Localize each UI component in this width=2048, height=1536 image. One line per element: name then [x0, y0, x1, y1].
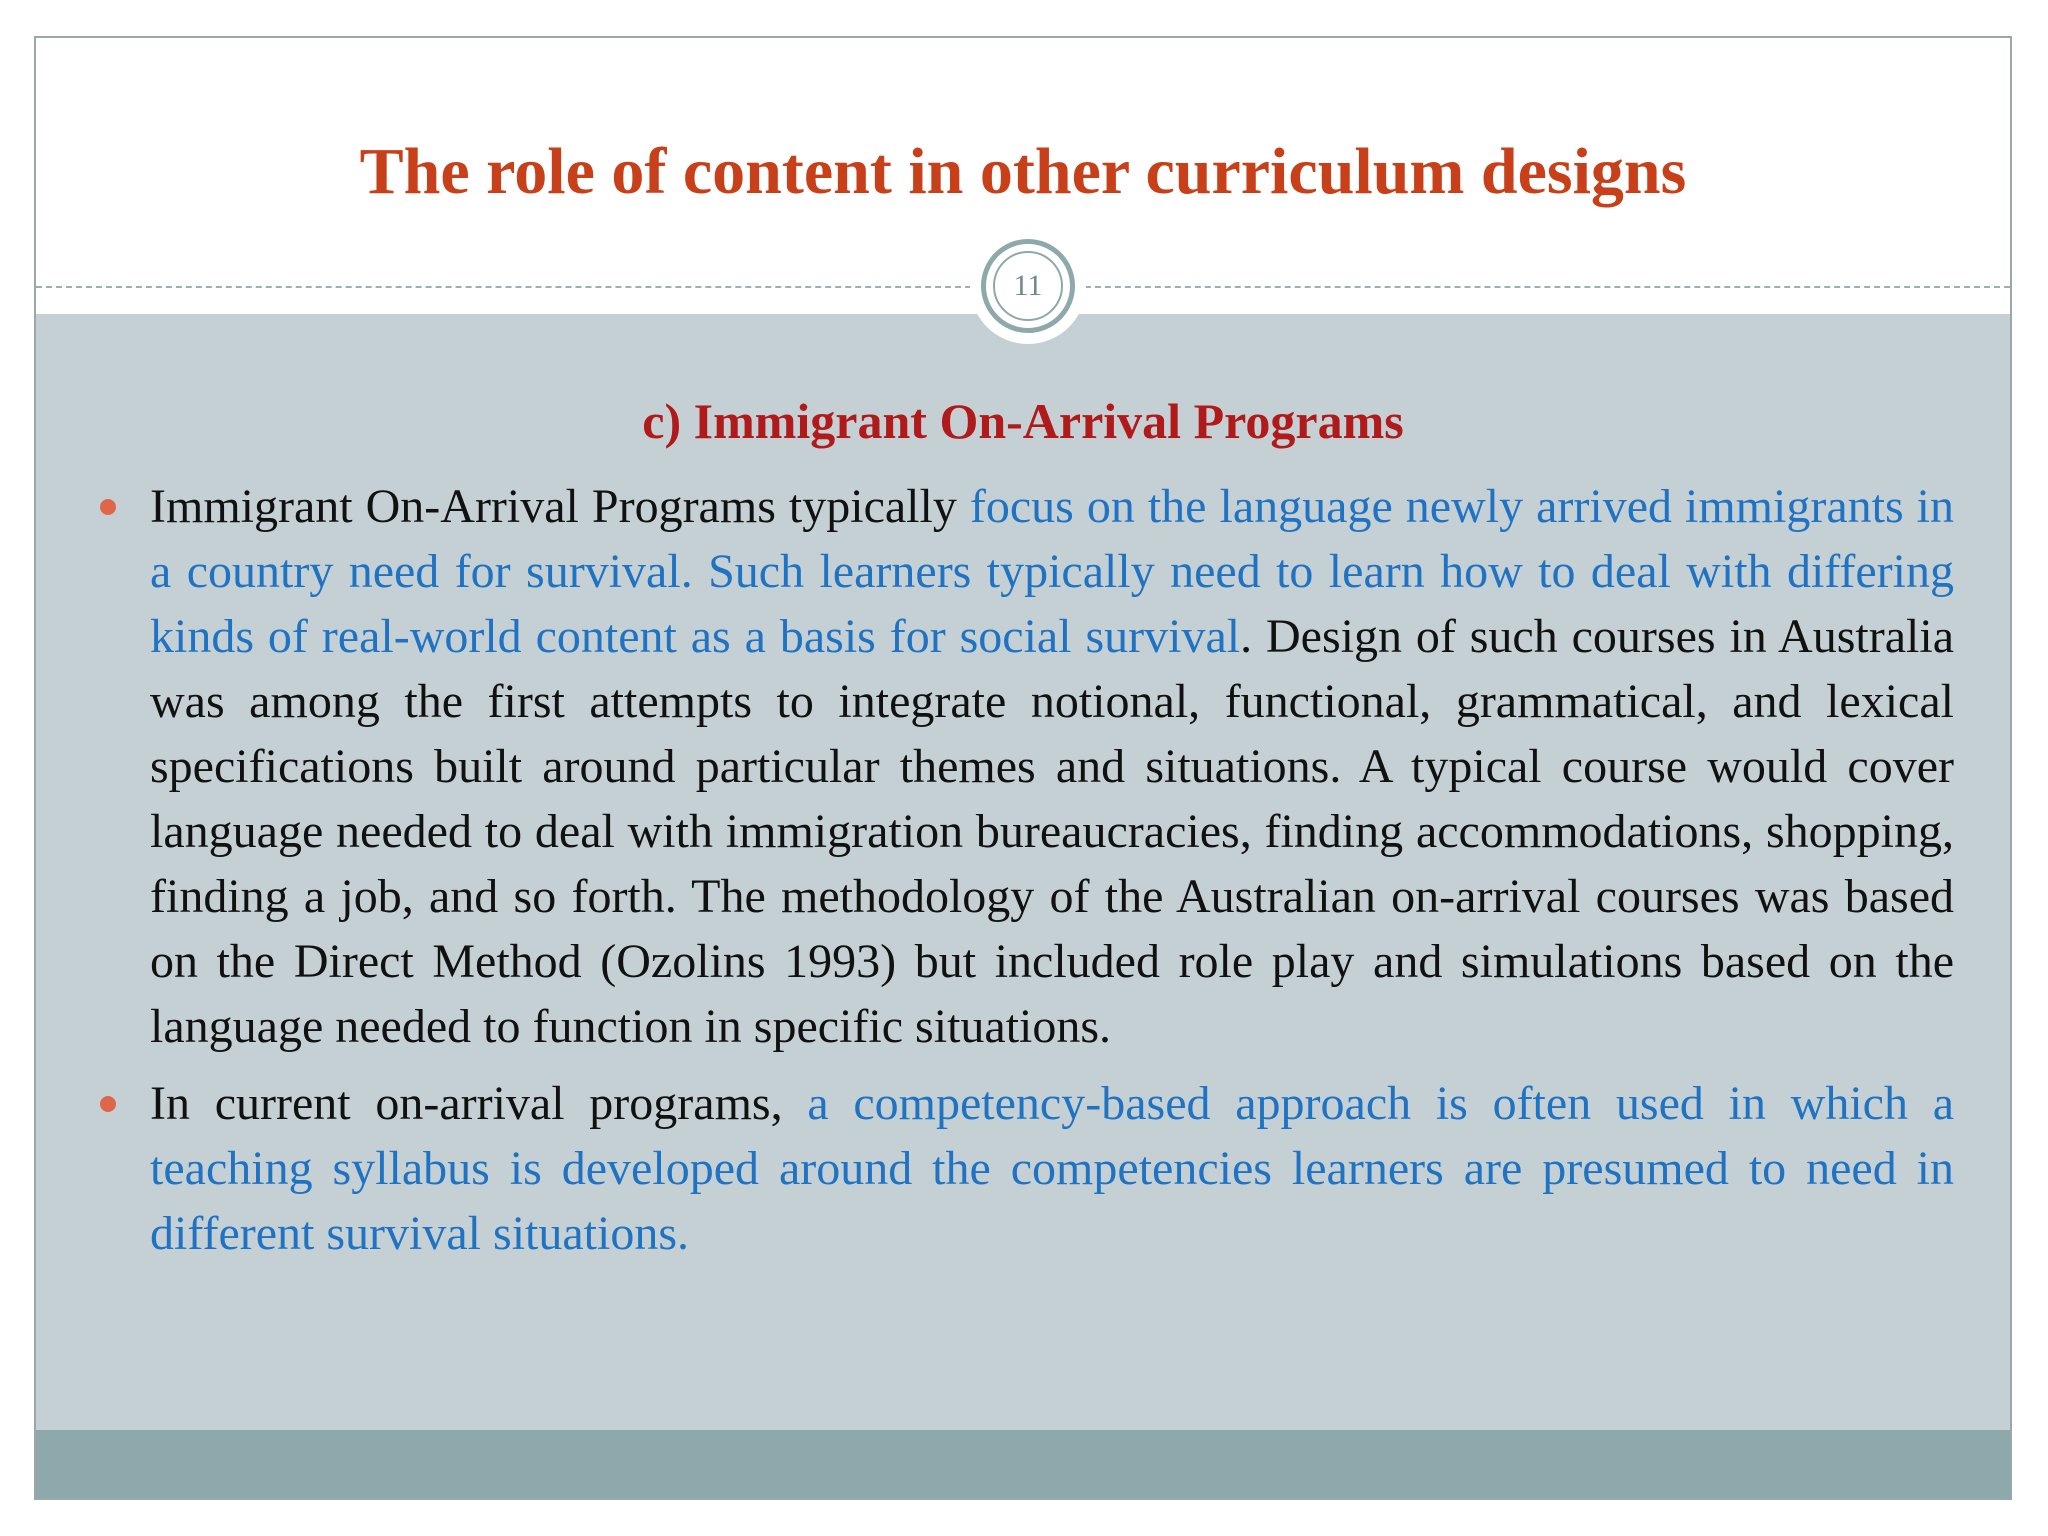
footer-band: [36, 1430, 2010, 1500]
page-number-ring: [981, 239, 1075, 333]
bullet-dot-icon: [100, 499, 116, 515]
bullet-text-highlight: a competency-based approach is often used in which a teaching syllabus is developed around the competencies learners are presumed to need in different survival situations.: [150, 1077, 1955, 1260]
slide-title: The role of content in other curriculum designs: [359, 135, 1687, 208]
page-number-badge: [970, 228, 1086, 344]
bullet-item: [150, 1071, 1954, 1266]
bullet-text-highlight: focus on the language newly arrived immigrants in a country need for survival. Such learners typically need to learn how to deal with differing kinds of real-world content as a basis for social survival: [150, 480, 1955, 663]
page-number: 11: [993, 251, 1063, 321]
bullet-text-plain: . Design of such courses in Australia was among the first attempts to integrate notional, functional, grammatical, and lexical specifications built around particular themes and situations. A typical course would cover language needed to deal with immigration bureaucracies, finding accommodations, shopping, finding a job, and so forth. The methodology of the Australian on-arrival courses was based on the Direct Method (Ozolins 1993) but included role play and simulations based on the language needed to function in specific situations.: [150, 610, 1954, 1053]
bullet-dot-icon: [100, 1096, 116, 1112]
section-subheading: c) Immigrant On-Arrival Programs: [642, 393, 1404, 449]
slide: [34, 36, 2012, 1500]
bullet-text-plain: In current on-arrival programs,: [150, 1077, 808, 1130]
bullet-item: [150, 474, 1954, 1059]
bullet-text-plain: Immigrant On-Arrival Programs typically: [150, 480, 970, 533]
bullet-list: [150, 474, 1954, 1278]
